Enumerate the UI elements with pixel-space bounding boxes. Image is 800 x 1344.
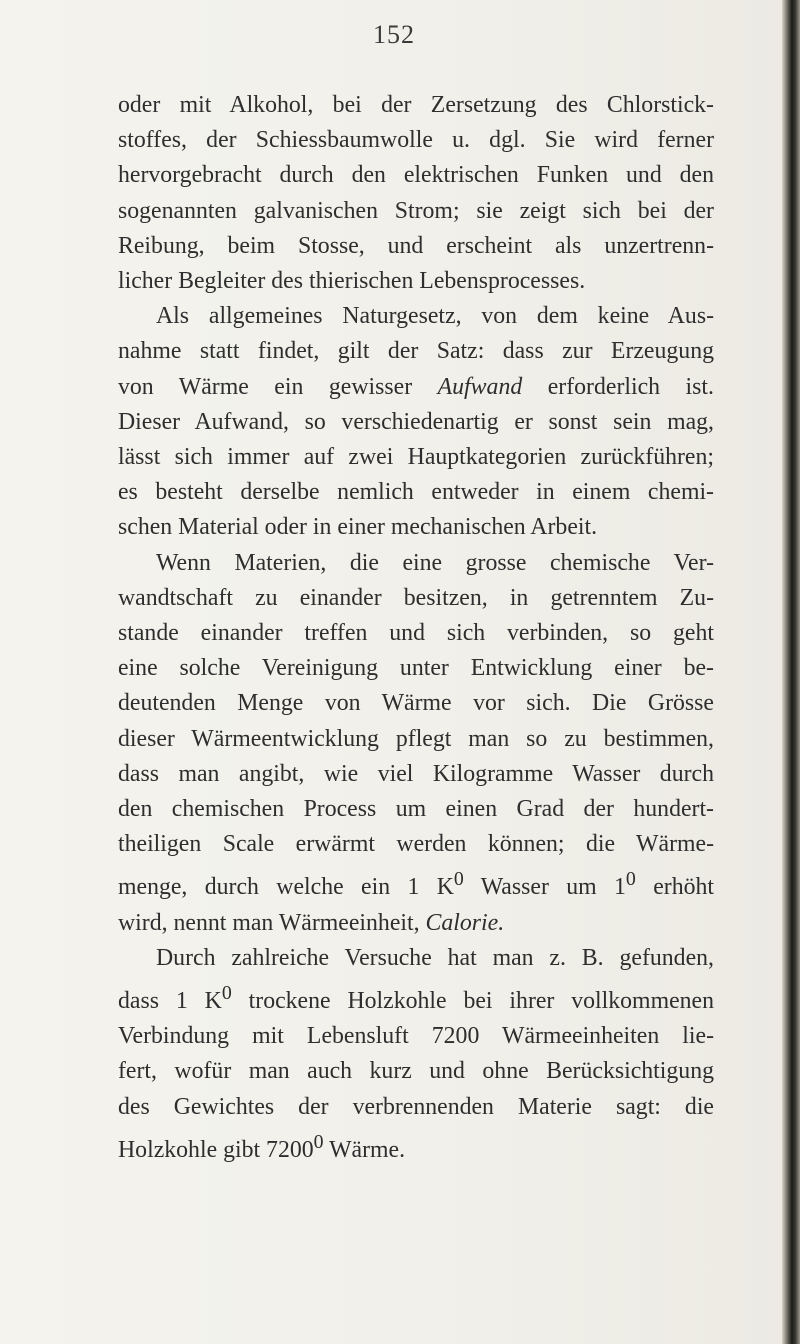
text-line: [118, 370, 714, 405]
text-line: nahme statt findet, gilt der Satz: dass zur Erzeugung: [118, 338, 714, 365]
text-line: dieser Wärmeentwicklung pflegt man so zu bestimmen,: [118, 725, 714, 752]
text-line: dass man angibt, wie viel Kilogramme Wasser durch: [118, 760, 714, 787]
page-number: 152: [373, 20, 415, 49]
text-line: theiligen Scale erwärmt werden können; die Wärme-: [118, 831, 714, 858]
superscript-zero: 0: [221, 982, 232, 1004]
body-text: [118, 88, 714, 1168]
text-line: eine solche Vereinigung unter Entwicklung einer be-: [118, 655, 714, 682]
emphasis-calorie: Calorie.: [425, 909, 505, 936]
page-edge-shadow: [782, 0, 800, 1344]
text-line: [118, 862, 714, 905]
text-line: stoffes, der Schiessbaumwolle u. dgl. Sie wird ferner: [118, 127, 714, 154]
text-line: des Gewichtes der verbrennenden Materie sagt: die: [118, 1093, 714, 1120]
text-line: [118, 1125, 714, 1168]
text-line: sogenannten galvanischen Strom; sie zeigt sich bei der: [118, 197, 714, 224]
text-segment: dass 1 K: [118, 987, 222, 1014]
text-line: oder mit Alkohol, bei der Zersetzung des Chlorstick-: [118, 92, 714, 118]
text-line: Durch zahlreiche Versuche hat man z. B. gefunden,: [156, 944, 714, 971]
text-line: [118, 906, 714, 941]
text-line: den chemischen Process um einen Grad der hundert-: [118, 796, 714, 823]
text-line: Wenn Materien, die eine grosse chemische Ver-: [156, 549, 714, 576]
text-segment: Wasser um 1: [463, 874, 626, 901]
text-line: stande einander treffen und sich verbinden, so geht: [118, 620, 714, 647]
superscript-zero: 0: [453, 868, 464, 891]
text-segment: von Wärme ein gewisser: [118, 373, 413, 400]
text-segment: Holzkohle gibt 7200: [118, 1136, 314, 1163]
superscript-zero: 0: [313, 1130, 324, 1153]
superscript-zero: 0: [625, 868, 636, 891]
text-segment: wird, nennt man Wärmeeinheit,: [118, 909, 420, 936]
text-line: es besteht derselbe nemlich entweder in einem chemi-: [118, 479, 714, 506]
text-line: schen Material oder in einer mechanischen Arbeit.: [118, 514, 598, 541]
text-line: Dieser Aufwand, so verschiedenartig er sonst sein mag,: [118, 408, 714, 435]
text-segment: menge, durch welche ein 1 K: [118, 874, 454, 901]
text-segment: erhöht: [635, 874, 714, 901]
text-line: Als allgemeines Naturgesetz, von dem keine Aus-: [156, 303, 714, 330]
text-segment: trockene Holzkohle bei ihrer vollkommenen: [231, 987, 714, 1014]
text-line: licher Begleiter des thierischen Lebensprocesses.: [118, 268, 586, 295]
text-line: fert, wofür man auch kurz und ohne Berücksichtigung: [118, 1058, 714, 1085]
emphasis-aufwand: Aufwand: [437, 373, 523, 400]
text-line: lässt sich immer auf zwei Hauptkategorien zurückführen;: [118, 444, 714, 471]
text-line: deutenden Menge von Wärme vor sich. Die Grösse: [118, 690, 714, 717]
text-line: wandtschaft zu einander besitzen, in getrenntem Zu-: [118, 584, 714, 611]
text-line: [118, 976, 714, 1019]
text-line: hervorgebracht durch den elektrischen Funken und den: [118, 162, 714, 189]
text-line: Verbindung mit Lebensluft 7200 Wärmeeinheiten lie-: [118, 1023, 714, 1050]
text-segment: erforderlich ist.: [547, 373, 714, 400]
text-segment: Wärme.: [323, 1136, 406, 1163]
text-line: Reibung, beim Stosse, und erscheint als unzertrenn-: [118, 232, 714, 259]
